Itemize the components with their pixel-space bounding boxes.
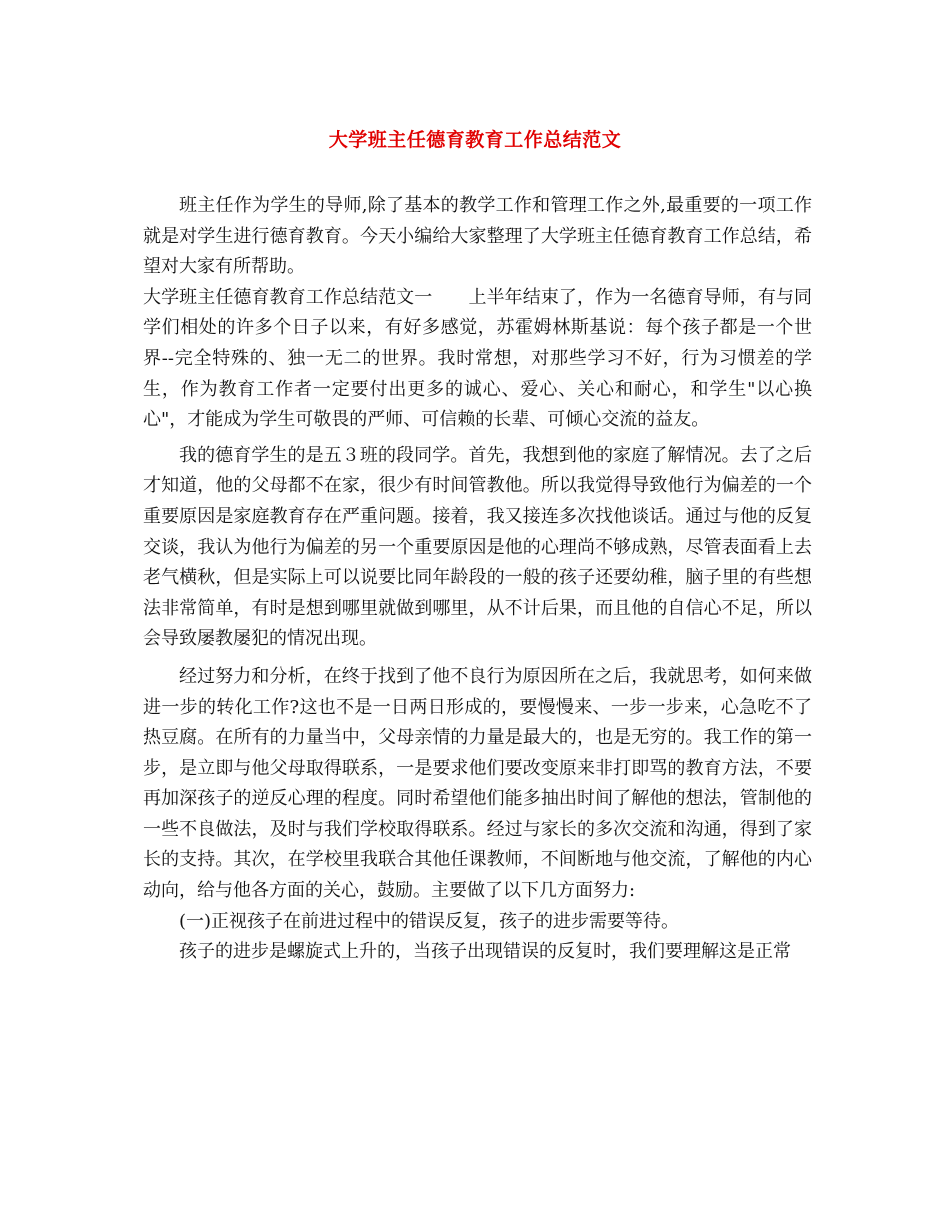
paragraph-student-background: 我的德育学生的是五３班的段同学。首先，我想到他的家庭了解情况。去了之后才知道，他的父母都不在家，很少有时间管教他。所以我觉得导致他行为偏差的一个重要原因是家庭教育存在严重问题。接着，我又接连多次找他谈话。通过与他的反复交谈，我认为他行为偏差的另一个重要原因是他的心理尚不够成熟，尽管表面看上去老气横秋，但是实际上可以说要比同年龄段的一般的孩子还要幼稚，脑子里的有些想法非常简单，有时是想到哪里就做到哪里，从不计后果，而且他的自信心不足，所以会导致屡教屡犯的情况出现。: [143, 444, 812, 650]
paragraph-progress: 孩子的进步是螺旋式上升的，当孩子出现错误的反复时，我们要理解这是正常: [179, 941, 791, 963]
paragraph-transformation-work: 经过努力和分析，在终于找到了他不良行为原因所在之后，我就思考，如何来做进一步的转化工作?这也不是一日两日形成的，要慢慢来、一步一步来，心急吃不了热豆腐。在所有的力量当中，父母亲情的力量是最大的，也是无穷的。我工作的第一步，是立即与他父母取得联系，一是要求他们要改变原来非打即骂的教育方法，不要再加深孩子的逆反心理的程度。同时希望他们能多抽出时间了解他的想法，管制他的一些不良做法，及时与我们学校取得联系。经过与家长的多次交流和沟通，得到了家长的支持。其次，在学校里我联合其他任课教师，不间断地与他交流，了解他的内心动向，给与他各方面的关心，鼓励。主要做了以下几方面努力:: [143, 665, 812, 902]
paragraph-intro: 班主任作为学生的导师,除了基本的教学工作和管理工作之外,最重要的一项工作就是对学生进行德育教育。今天小编给大家整理了大学班主任德育教育工作总结，希望对大家有所帮助。: [143, 195, 812, 278]
document-title: 大学班主任德育教育工作总结范文: [328, 129, 622, 151]
paragraph-subheading-one: (一)正视孩子在前进过程中的错误反复，孩子的进步需要等待。: [179, 910, 680, 932]
paragraph-section-one: 大学班主任德育教育工作总结范文一 上半年结束了，作为一名德育导师，有与同学们相处的许多个日子以来，有好多感觉，苏霍姆林斯基说：每个孩子都是一个世界--完全特殊的、独一无二的世界。我时常想，对那些学习不好，行为习惯差的学生，作为教育工作者一定要付出更多的诚心、爱心、关心和耐心，和学生"以心换心"，才能成为学生可敬畏的严师、可信赖的长辈、可倾心交流的益友。: [143, 286, 812, 431]
document-body: [143, 191, 812, 968]
